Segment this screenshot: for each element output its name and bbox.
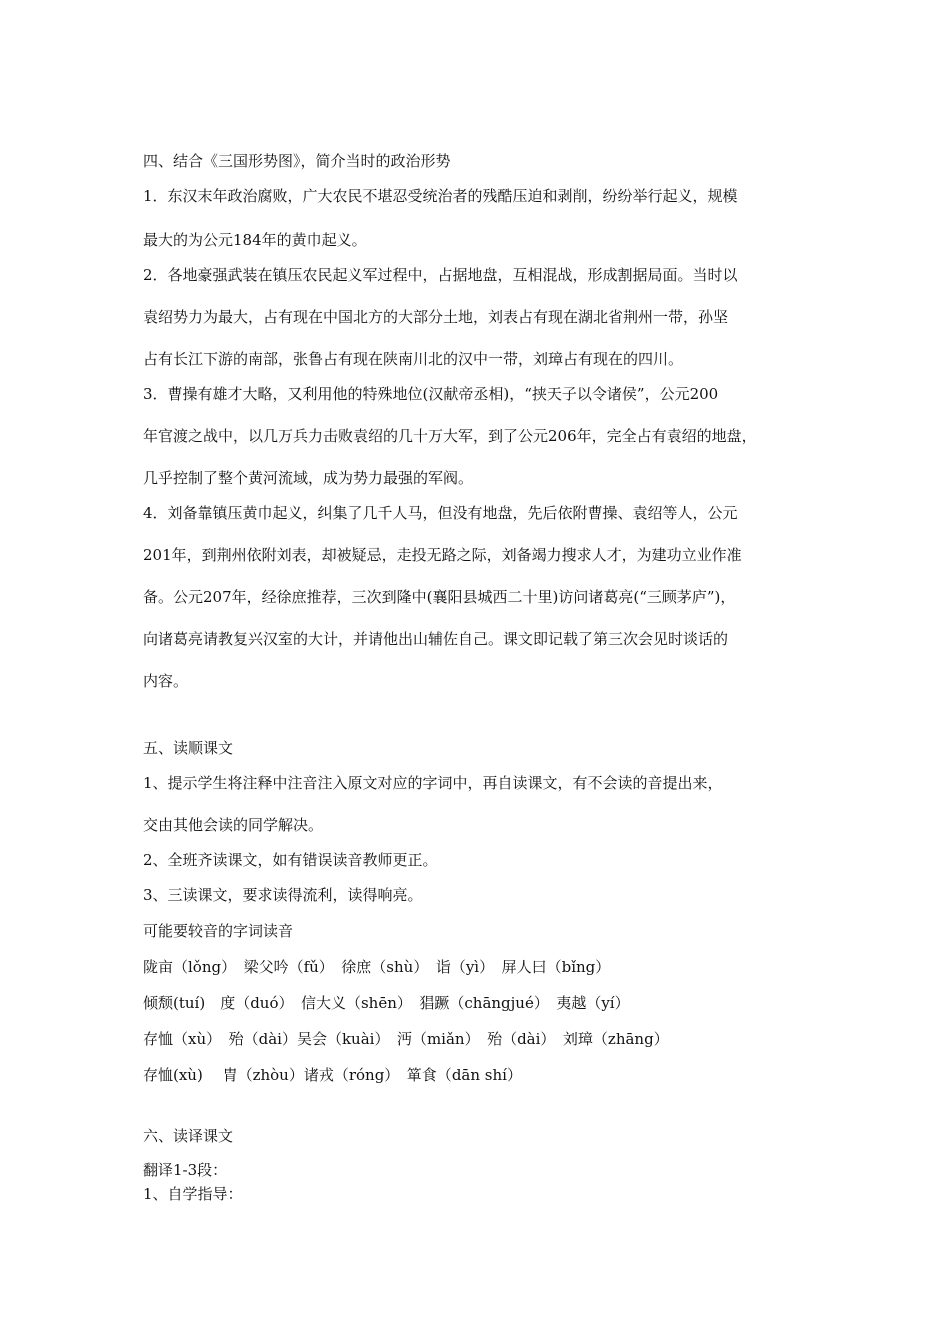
section-6-subheading: 翻译1-3段： (143, 1161, 228, 1179)
section-5-heading: 五、读顺课文 (143, 739, 234, 757)
paragraph-1-line-1: 1．东汉末年政治腐败，广大农民不堪忍受统治者的残酷压迫和剥削，纷纷举行起义，规模 (143, 187, 738, 205)
pronunciation-line-3: 存恤（xù） 殆（dài）吴会（kuài） 沔（miǎn） 殆（dài） 刘璋（zhāng） (143, 1030, 669, 1048)
pronunciation-line-2: 倾颓(tuí) 度（duó） 信大义（shēn） 猖蹶（chāngjué） 夷越（yí） (143, 994, 630, 1012)
section-5-item-3: 3、三读课文，要求读得流利，读得响亮。 (143, 886, 423, 904)
paragraph-3-line-1: 3．曹操有雄才大略，又利用他的特殊地位(汉献帝丞相)，“挟天子以令诸侯”，公元200 (143, 385, 719, 403)
section-6-item-1: 1、自学指导： (143, 1185, 243, 1203)
pronunciation-line-1: 陇亩（lǒng） 梁父吟（fǔ） 徐庶（shù） 诣（yì） 屏人曰（bǐng） (143, 958, 611, 976)
pronunciation-line-4: 存恤(xù) 胄（zhòu）诸戎（róng） 箪食（dān shí） (143, 1066, 522, 1084)
section-5-item-1-line-2: 交由其他会读的同学解决。 (143, 816, 324, 834)
paragraph-4-line-2: 201年，到荆州依附刘表，却被疑忌，走投无路之际，刘备竭力搜求人才，为建功立业作准 (143, 546, 742, 564)
section-6-heading: 六、读译课文 (143, 1127, 234, 1145)
paragraph-2-line-3: 占有长江下游的南部，张鲁占有现在陕南川北的汉中一带，刘璋占有现在的四川。 (143, 350, 684, 368)
paragraph-4-line-5: 内容。 (143, 672, 189, 690)
paragraph-1-line-2: 最大的为公元184年的黄巾起义。 (143, 231, 367, 249)
pronunciation-title: 可能要较音的字词读音 (143, 922, 294, 940)
paragraph-2-line-2: 袁绍势力为最大，占有现在中国北方的大部分土地，刘表占有现在湖北省荆州一带，孙坚 (143, 308, 729, 326)
paragraph-3-line-2: 年官渡之战中，以几万兵力击败袁绍的几十万大军，到了公元206年，完全占有袁绍的地盘， (143, 427, 757, 445)
paragraph-3-line-3: 几乎控制了整个黄河流域，成为势力最强的军阀。 (143, 469, 474, 487)
paragraph-4-line-4: 向诸葛亮请教复兴汉室的大计，并请他出山辅佐自己。课文即记载了第三次会见时谈话的 (143, 630, 729, 648)
section-5-item-2: 2、全班齐读课文，如有错误读音教师更正。 (143, 851, 438, 869)
paragraph-4-line-3: 备。公元207年，经徐庶推荐，三次到隆中(襄阳县城西二十里)访问诸葛亮(“三顾茅庐”)， (143, 588, 736, 606)
paragraph-2-line-1: 2．各地豪强武装在镇压农民起义军过程中，占据地盘，互相混战，形成割据局面。当时以 (143, 266, 738, 284)
section-5-item-1-line-1: 1、提示学生将注释中注音注入原文对应的字词中，再自读课文，有不会读的音提出来， (143, 774, 723, 792)
paragraph-4-line-1: 4．刘备靠镇压黄巾起义，纠集了几千人马，但没有地盘，先后依附曹操、袁绍等人，公元 (143, 504, 738, 522)
section-4-heading: 四、结合《三国形势图》，简介当时的政治形势 (143, 152, 451, 170)
